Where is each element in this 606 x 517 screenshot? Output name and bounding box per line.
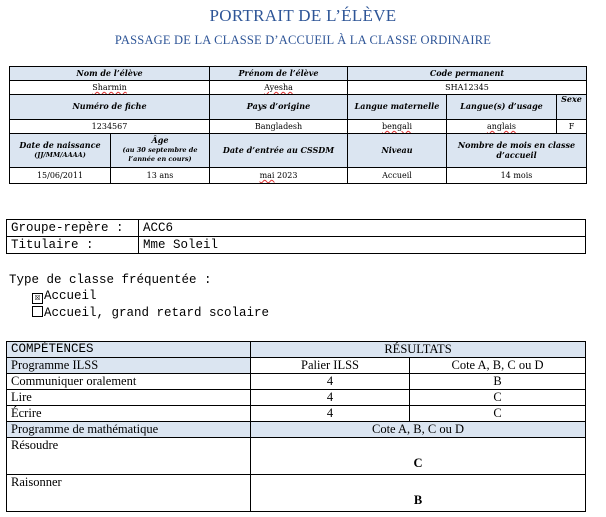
value-nom[interactable]: Sharmin	[10, 81, 210, 95]
table-row	[7, 438, 586, 475]
label-langue-usage: Langue(s) d’usage	[447, 95, 557, 120]
label-mois: Nombre de mois en classe d’accueil	[447, 134, 587, 168]
value-langue-maternelle[interactable]: bengali	[348, 120, 447, 134]
label-code: Code permanent	[348, 67, 587, 81]
option-accueil-label: Accueil	[44, 289, 97, 303]
label-nom: Nom de l’élève	[10, 67, 210, 81]
math-competence-cote[interactable]: C	[251, 438, 586, 475]
page-title: PORTRAIT DE L’ÉLÈVE	[209, 6, 397, 25]
birth-age-headers	[10, 134, 210, 168]
label-entree: Date d’entrée au CSSDM	[210, 134, 348, 168]
value-titulaire[interactable]: Mme Soleil	[139, 237, 586, 254]
label-sexe: Sexe	[557, 95, 587, 120]
page-subtitle: PASSAGE DE LA CLASSE D’ACCUEIL À LA CLASSE ORDINAIRE	[114, 33, 492, 47]
value-entree[interactable]: mai 2023	[210, 168, 348, 184]
table-row	[7, 475, 586, 512]
label-age: Âge	[151, 135, 169, 146]
value-langue-usage[interactable]: anglais	[447, 120, 557, 134]
value-pays[interactable]: Bangladesh	[210, 120, 348, 134]
label-titulaire: Titulaire :	[7, 237, 139, 254]
class-type-label: Type de classe fréquentée :	[9, 273, 212, 287]
checkbox-accueil[interactable]: ☒	[32, 293, 43, 304]
label-niveau: Niveau	[348, 134, 447, 168]
label-pays: Pays d’origine	[210, 95, 348, 120]
value-naissance[interactable]: 15/06/2011	[10, 168, 111, 183]
header-competences: COMPÉTENCES	[7, 342, 251, 358]
value-mois[interactable]: 14 mois	[447, 168, 587, 184]
label-prenom: Prénom de l’élève	[210, 67, 348, 81]
competence-palier[interactable]: 4	[251, 406, 410, 422]
label-naissance-cell	[10, 134, 111, 167]
label-fiche: Numéro de fiche	[10, 95, 210, 120]
competence-palier[interactable]: 4	[251, 374, 410, 390]
competence-palier[interactable]: 4	[251, 390, 410, 406]
math-competence-name: Résoudre	[7, 438, 251, 475]
header-palier-ilss: Palier ILSS	[251, 358, 410, 374]
competence-cote[interactable]: C	[410, 406, 586, 422]
competence-cote[interactable]: B	[410, 374, 586, 390]
label-naissance-format: (JJ/MM/AAAA)	[34, 150, 86, 159]
value-sexe[interactable]: F	[557, 120, 587, 134]
value-age[interactable]: 13 ans	[146, 171, 174, 180]
option-accueil[interactable]	[32, 289, 97, 303]
group-table	[6, 219, 586, 254]
option-grand-retard[interactable]	[32, 305, 269, 320]
birth-age-values	[10, 168, 210, 184]
value-fiche[interactable]: 1234567	[10, 120, 210, 134]
value-groupe[interactable]: ACC6	[139, 220, 586, 237]
competence-name: Communiquer oralement	[7, 374, 251, 390]
competence-name: Écrire	[7, 406, 251, 422]
label-langue-maternelle: Langue maternelle	[348, 95, 447, 120]
header-cote-ilss: Cote A, B, C ou D	[410, 358, 586, 374]
header-programme-math: Programme de mathématique	[7, 422, 251, 438]
checkbox-grand-retard[interactable]	[32, 306, 43, 317]
value-niveau[interactable]: Accueil	[348, 168, 447, 184]
option-grand-retard-label: Accueil, grand retard scolaire	[44, 306, 270, 320]
table-row	[7, 390, 586, 406]
identity-table	[9, 66, 587, 184]
competence-name: Lire	[7, 390, 251, 406]
value-prenom[interactable]: Ayesha	[210, 81, 348, 95]
math-competence-cote[interactable]: B	[251, 475, 586, 512]
table-row	[7, 374, 586, 390]
math-competence-name: Raisonner	[7, 475, 251, 512]
label-groupe: Groupe-repère :	[7, 220, 139, 237]
competence-cote[interactable]: C	[410, 390, 586, 406]
header-resultats: RÉSULTATS	[251, 342, 586, 358]
table-row	[7, 406, 586, 422]
label-age-note: (au 30 septembre de l’année en cours)	[122, 145, 198, 164]
header-programme-ilss: Programme ILSS	[7, 358, 251, 374]
competences-table	[6, 341, 586, 512]
value-code[interactable]: SHA12345	[348, 81, 587, 95]
label-naissance: Date de naissance	[19, 140, 101, 150]
label-age-cell	[111, 134, 209, 167]
header-cote-math: Cote A, B, C ou D	[251, 422, 586, 438]
